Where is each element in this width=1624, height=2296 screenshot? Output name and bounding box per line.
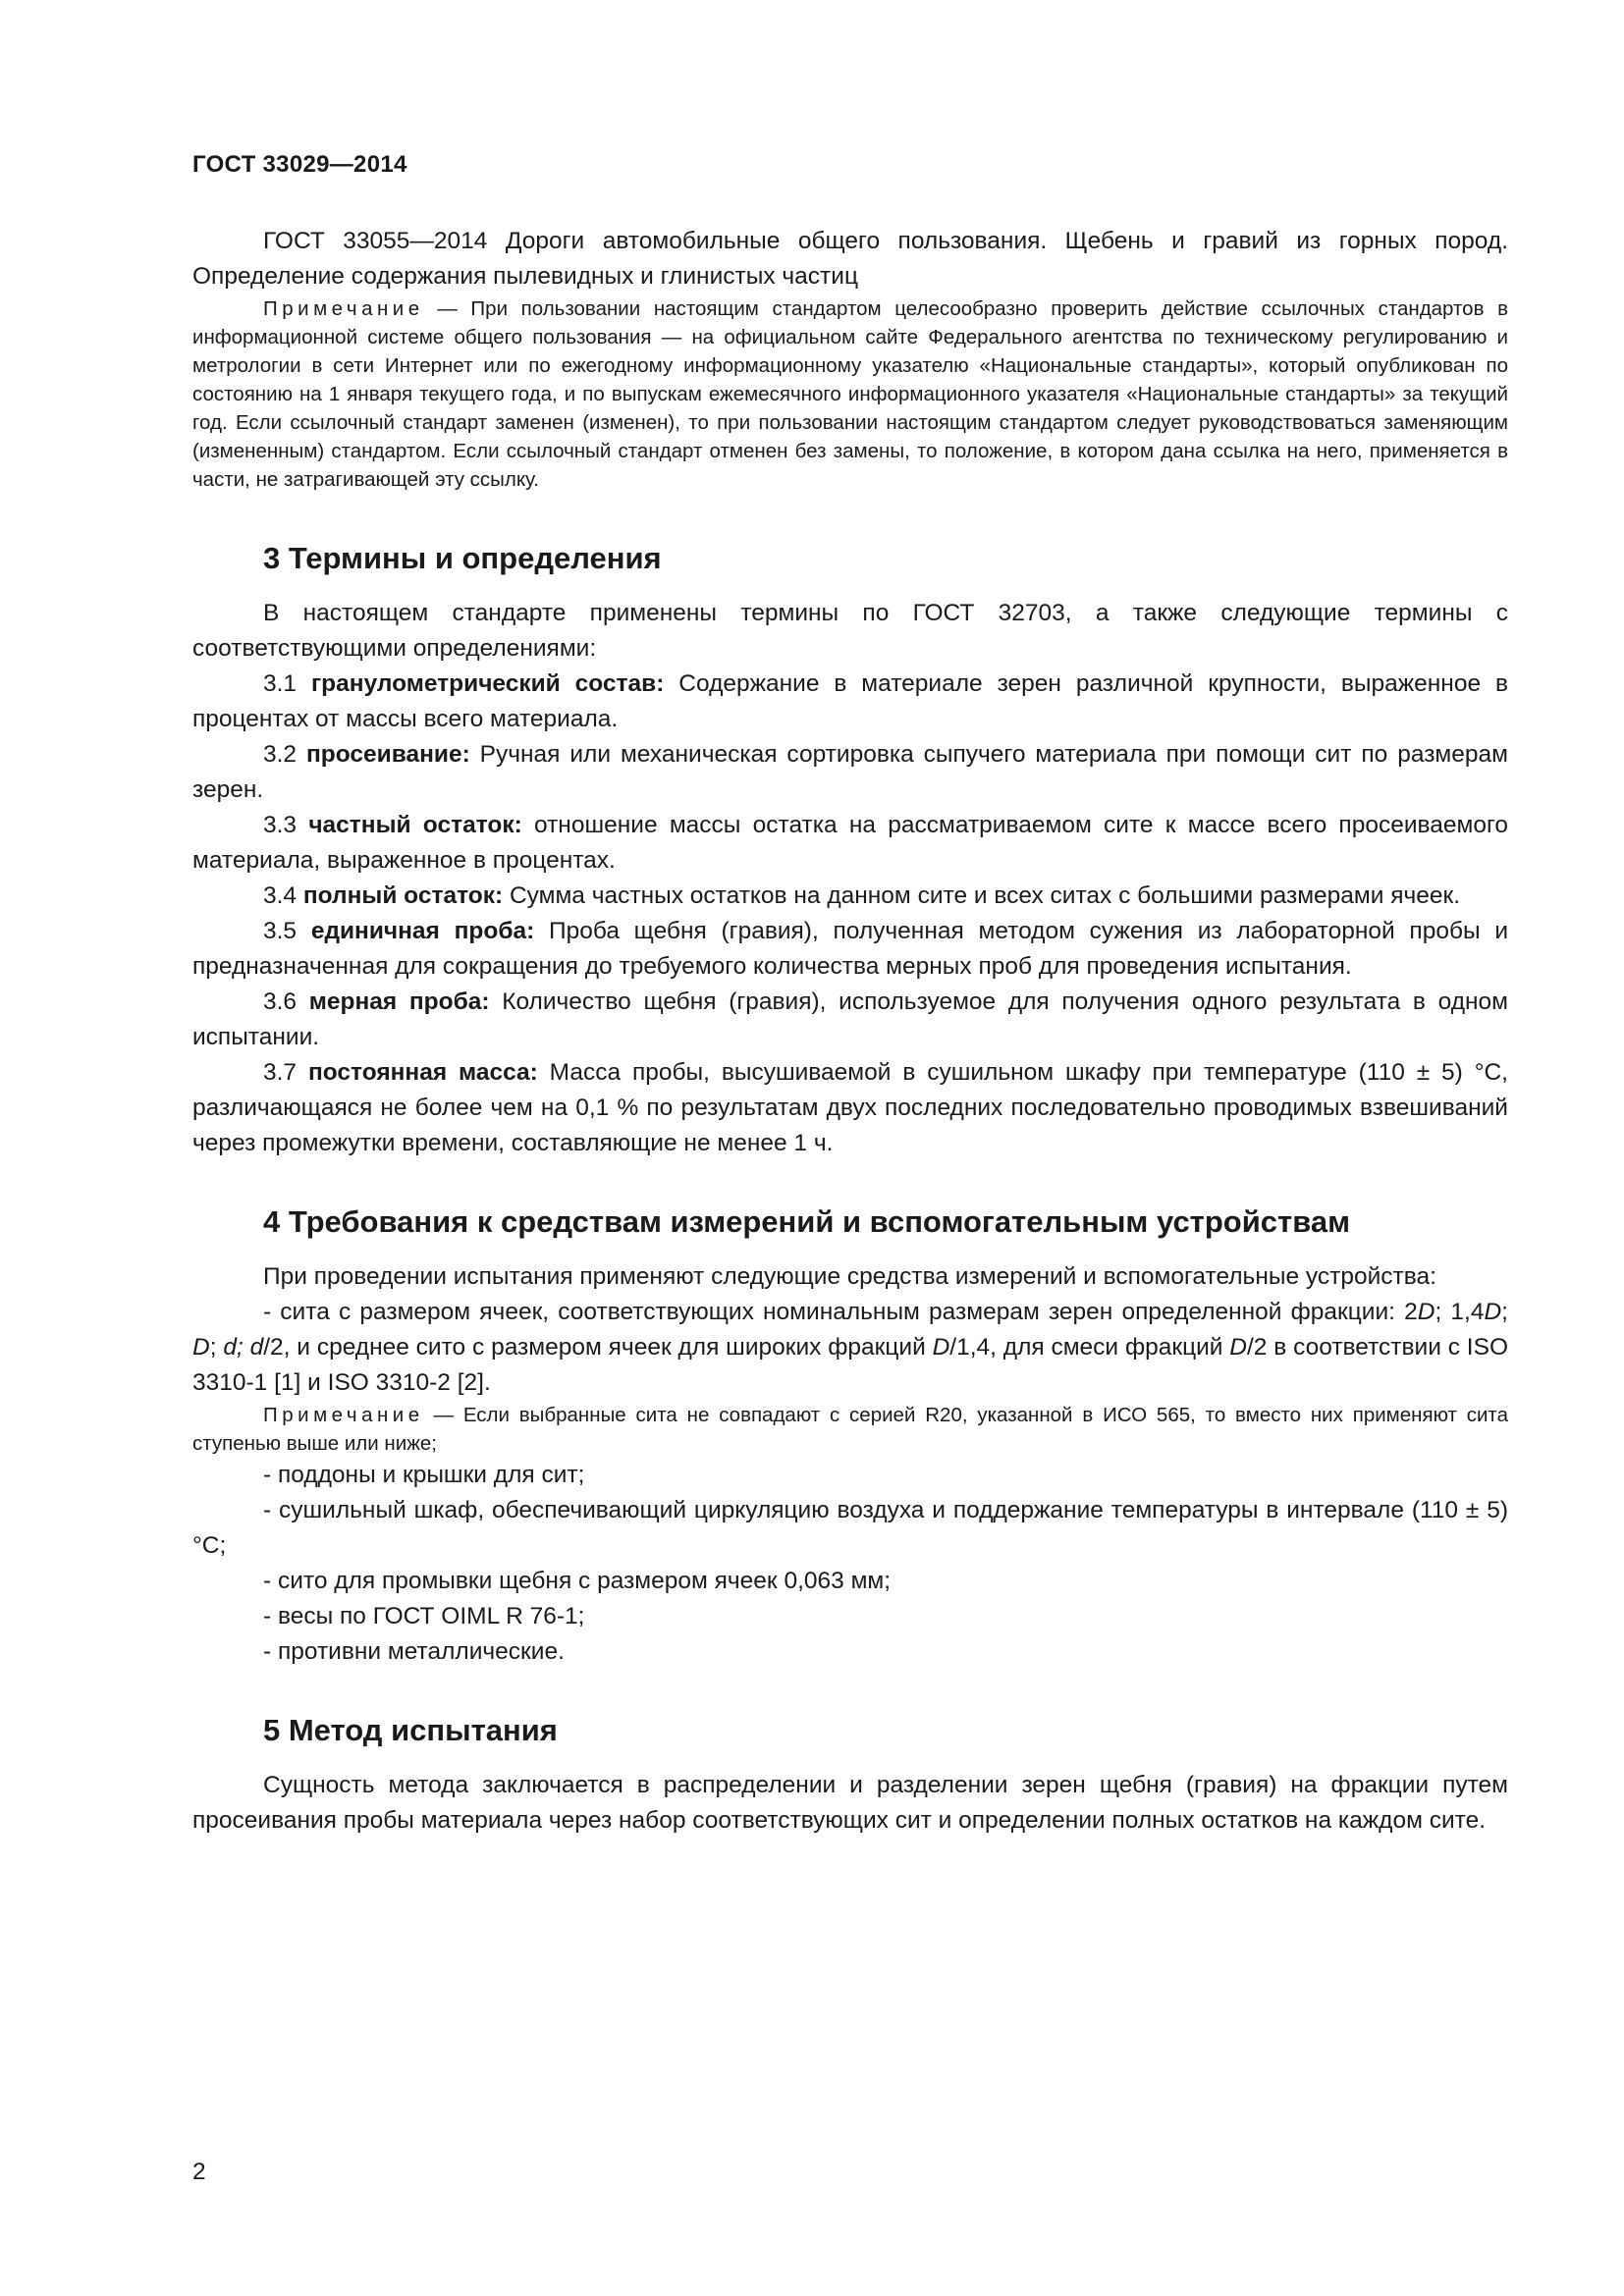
list-item: - сушильный шкаф, обеспечивающий циркуляцию воздуха и поддержание температуры в интервале (110 ± 5) °С;	[192, 1497, 1508, 1559]
term-3-1: 3.1 гранулометрический состав: Содержание в материале зерен различной крупности, выраженное в процентах от массы всего материала.	[192, 670, 1508, 732]
document-header: ГОСТ 33029—2014	[192, 151, 407, 178]
section-5-heading: 5 Метод испытания	[263, 1713, 558, 1747]
section-5-text: Сущность метода заключается в распределении и разделении зерен щебня (гравия) на фракции путем просеивания пробы материала через набор соответствующих сит и определении полных остатков на каждом сите.	[192, 1772, 1508, 1834]
term-3-3: 3.3 частный остаток: отношение массы остатка на рассматриваемом сите к массе всего просеиваемого материала, выраженное в процентах.	[192, 812, 1508, 874]
note-label: Примечание	[263, 297, 424, 320]
section-3-heading: 3 Термины и определения	[263, 541, 662, 575]
reference-entry: ГОСТ 33055—2014 Дороги автомобильные общего пользования. Щебень и гравий из горных пород. Определение содержания пылевидных и глинистых частиц	[192, 228, 1508, 290]
list-item: - поддоны и крышки для сит;	[263, 1462, 585, 1488]
section-4-heading: 4 Требования к средствам измерений и вспомогательным устройствам	[263, 1204, 1351, 1239]
term-3-7: 3.7 постоянная масса: Масса пробы, высушиваемой в сушильном шкафу при температуре (110 ± 5) °С, различающаяся не более чем на 0,1 % по результатам двух последних последовательно проводимых взвешиваний через промежутки времени, составляющие не менее 1 ч.	[192, 1059, 1508, 1156]
note-text: — Если выбранные сита не совпадают с серией R20, указанной в ИСО 565, то вместо них применяют сита ступенью выше или ниже;	[192, 1404, 1508, 1455]
sieve-list-item: - сита с размером ячеек, соответствующих номинальным размерам зерен определенной фракции: 2D; 1,4D; D; d; d/2, и среднее сито с размером ячеек для широких фракций D/1,4, для смеси фракций D/2 в соответствии с ISO 3310-1 [1] и ISO 3310-2 [2].	[192, 1299, 1509, 1396]
list-item: - противни металлические.	[263, 1638, 565, 1665]
list-item: - весы по ГОСТ OIML R 76-1;	[263, 1603, 585, 1629]
page-number: 2	[192, 2159, 206, 2185]
note-paragraph	[192, 1401, 1508, 1458]
section-4-intro: При проведении испытания применяют следующие средства измерений и вспомогательные устройства:	[263, 1263, 1436, 1290]
term-3-5: 3.5 единичная проба: Проба щебня (гравия), полученная методом сужения из лабораторной пробы и предназначенная для сокращения до требуемого количества мерных проб для проведения испытания.	[192, 918, 1509, 980]
list-item: - сито для промывки щебня с размером ячеек 0,063 мм;	[263, 1568, 892, 1594]
note-text: — При пользовании настоящим стандартом целесообразно проверить действие ссылочных стандартов в информационной системе общего пользования — на официальном сайте Федерального агентства по техническому регулированию и метрологии в сети Интернет или по ежегодному информационному указателю «Национальные стандарты», который опубликован по состоянию на 1 января текущего года, и по выпускам ежемесячного информационного указателя «Национальные стандарты» за текущий год. Если ссылочный стандарт заменен (изменен), то при пользовании настоящим стандартом следует руководствоваться заменяющим (измененным) стандартом. Если ссылочный стандарт отменен без замены, то положение, в котором дана ссылка на него, применяется в части, не затрагивающей эту ссылку.	[192, 297, 1508, 491]
note-label: Примечание	[263, 1404, 424, 1426]
term-3-2: 3.2 просеивание: Ручная или механическая сортировка сыпучего материала при помощи сит по размерам зерен.	[192, 741, 1508, 803]
note-paragraph	[192, 294, 1508, 494]
term-3-4: 3.4 полный остаток: Сумма частных остатков на данном сите и всех ситах с большими размерами ячеек.	[263, 882, 1461, 909]
page-content	[192, 224, 1508, 1839]
section-3-intro: В настоящем стандарте применены термины по ГОСТ 32703, а также следующие термины с соответствующими определениями:	[192, 600, 1508, 662]
term-3-6: 3.6 мерная проба: Количество щебня (гравия), используемое для получения одного результата в одном испытании.	[192, 988, 1508, 1050]
